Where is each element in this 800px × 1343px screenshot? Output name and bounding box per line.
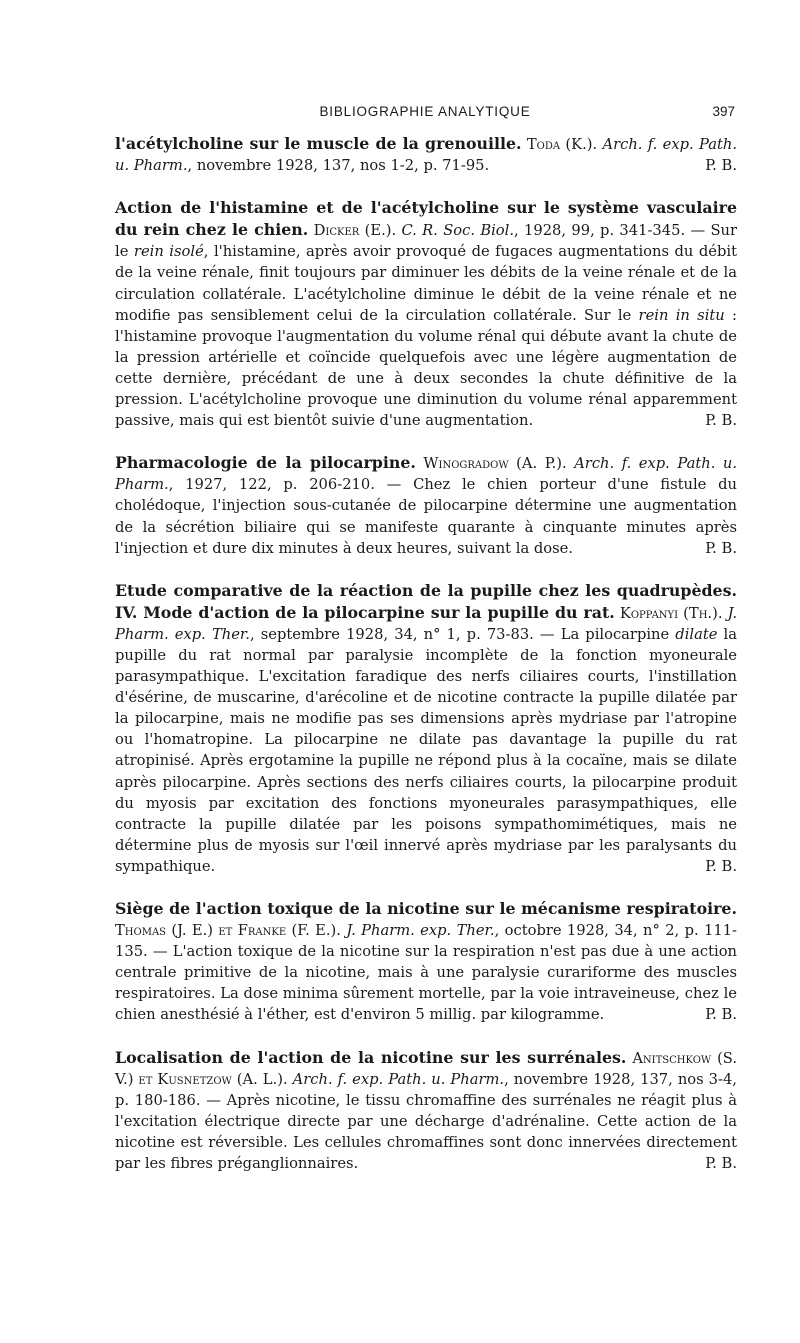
entry-title: Pharmacologie de la pilocarpine. <box>115 453 416 473</box>
entry-reference: , septembre 1928, 34, n° 1, p. 73-83. <box>249 625 534 643</box>
running-title: BIBLIOGRAPHIE ANALYTIQUE <box>319 104 531 119</box>
entry-journal: J. Pharm. exp. Ther. <box>115 604 738 643</box>
entry-signature: P. B. <box>705 857 737 875</box>
entry-signature: P. B. <box>705 157 737 175</box>
entry-title: Action de l'histamine et de l'acétylcholine sur le système vasculaire du rein chez le chien. <box>115 198 737 240</box>
entry-body: — Après nicotine, le tissu chromaffine des surrénales ne réagit plus à l'excitation électrique directe par une décharge d'adrénaline. Cette action de la nicotine est réversible. Les cellules chromaffines sont donc innervées directement par les fibres préganglionnaires. <box>115 1091 737 1173</box>
entry-author: Koppanyi (Th.). <box>619 604 723 622</box>
entry-author: Dicker (E.). <box>313 222 397 240</box>
bibliography-entry <box>115 452 737 558</box>
entry-body: — Chez le chien porteur d'une fistule du cholédoque, l'injection sous-cutanée de pilocarpine détermine une augmentation de la sécrétion biliaire qui se manifeste quarante à cinquante minutes après l'injection et dure dix minutes à deux heures, suivant la dose. <box>115 476 737 557</box>
page-header <box>115 100 735 126</box>
entry-journal: Arch. f. exp. Path. u. Pharm. <box>292 1070 505 1088</box>
entry-reference: , 1927, 122, p. 206-210. <box>168 476 375 494</box>
entry-body: , l'histamine, après avoir provoqué de fugaces augmentations du débit de la veine rénale, finit toujours par diminuer les débits de la veine rénale et de la circulation collatérale. L'acétylcholine diminue le débit de la veine rénale et ne modifie pas sensiblement celui de la circulation collatérale. Sur le <box>115 243 737 324</box>
entry-reference: , 1928, 99, p. 341-345. <box>514 222 686 240</box>
entry-journal: Arch. f. exp. Path. u. Pharm. <box>115 136 737 175</box>
bibliography-entry <box>115 580 737 877</box>
entry-title: l'acétylcholine sur le muscle de la grenouille. <box>115 134 522 153</box>
entry-signature: P. B. <box>705 1155 737 1173</box>
entry-author: Anitschkow (S. V.) et Kusnetzow (A. L.). <box>115 1049 738 1088</box>
entry-body-emphasis: rein isolé <box>133 243 204 261</box>
entry-body: : l'histamine provoque l'augmentation du volume rénal qui débute avant la chute de la pression artérielle et coïncide quelquefois avec une légère augmentation de cette dernière, précédant de une à deux secondes la chute définitive de la pression. L'acétylcholine provoque une diminution du volume rénal apparemment passive, mais qui est bientôt suivie d'une augmentation. <box>115 306 738 430</box>
entry-author: Winogradow (A. P.). <box>423 455 567 473</box>
entry-signature: P. B. <box>705 412 737 430</box>
entry-body: la pupille du rat normal par paralysie incomplète de la fonction myoneurale parasympathique. L'excitation faradique des nerfs ciliaires courts, l'instillation d'ésérine, de muscarine, d'arécoline et de nicotine contracte la pupille dilatée par la pilocarpine, mais ne modifie pas ses dimensions après mydriase par l'atropine ou l'homatropine. La pilocarpine ne dilate pas davantage la pupille du rat atropinisé. Après ergotamine la pupille ne répond plus à la cocaïne, mais se dilate après pilocarpine. Après sections des nerfs ciliaires courts, la pilocarpine produit du myosis par excitation des fonctions myoneurales parasympathiques, elle contracte la pupille dilatée par les poisons sympathomimétiques, mais ne détermine plus de myosis sur l'œil innervé après mydriase par les paralysants du sympathique. <box>115 625 737 875</box>
entry-reference: , novembre 1928, 137, nos 1-2, p. 71-95. <box>187 157 490 175</box>
entry-body-emphasis: rein in situ <box>638 306 725 324</box>
bibliography-entry <box>115 898 737 1026</box>
entry-author: Toda (K.). <box>526 136 598 153</box>
entry-title: Localisation de l'action de la nicotine sur les surrénales. <box>115 1047 627 1067</box>
entry-body: — La pilocarpine <box>533 625 676 643</box>
entry-signature: P. B. <box>705 539 737 557</box>
bibliography-entry <box>115 1047 737 1175</box>
page-number: 397 <box>712 104 735 119</box>
entry-signature: P. B. <box>705 1006 737 1024</box>
entry-journal: J. Pharm. exp. Ther. <box>346 922 495 940</box>
entry-title: Etude comparative de la réaction de la pupille chez les quadrupèdes. IV. Mode d'action de la pilocarpine sur la pupille du rat. <box>115 580 737 622</box>
entry-body: — Sur le <box>115 222 737 261</box>
entry-body-emphasis: dilate <box>675 625 718 643</box>
entry-body: — L'action toxique de la nicotine sur la respiration n'est pas due à une action centrale primitive de la nicotine, mais à une paralysie curariforme des muscles respiratoires. La dose minima sûrement mortelle, par la voie intraveineuse, chez le chien anesthésié à l'éther, est d'environ 5 millig. par kilogramme. <box>115 943 737 1024</box>
entry-author: Thomas (J. E.) et Franke (F. E.). <box>115 922 341 940</box>
bibliography-list <box>115 133 737 1195</box>
entry-title: Siège de l'action toxique de la nicotine sur le mécanisme respiratoire. <box>115 899 737 918</box>
bibliography-entry <box>115 133 737 176</box>
entry-journal: C. R. Soc. Biol. <box>401 222 515 240</box>
entry-journal: Arch. f. exp. Path. u. Pharm. <box>115 455 738 494</box>
entry-reference: , octobre 1928, 34, n° 2, p. 111-135. <box>115 922 737 961</box>
entry-reference: , novembre 1928, 137, nos 3-4, p. 180-186. <box>115 1070 737 1109</box>
bibliography-entry <box>115 197 737 431</box>
